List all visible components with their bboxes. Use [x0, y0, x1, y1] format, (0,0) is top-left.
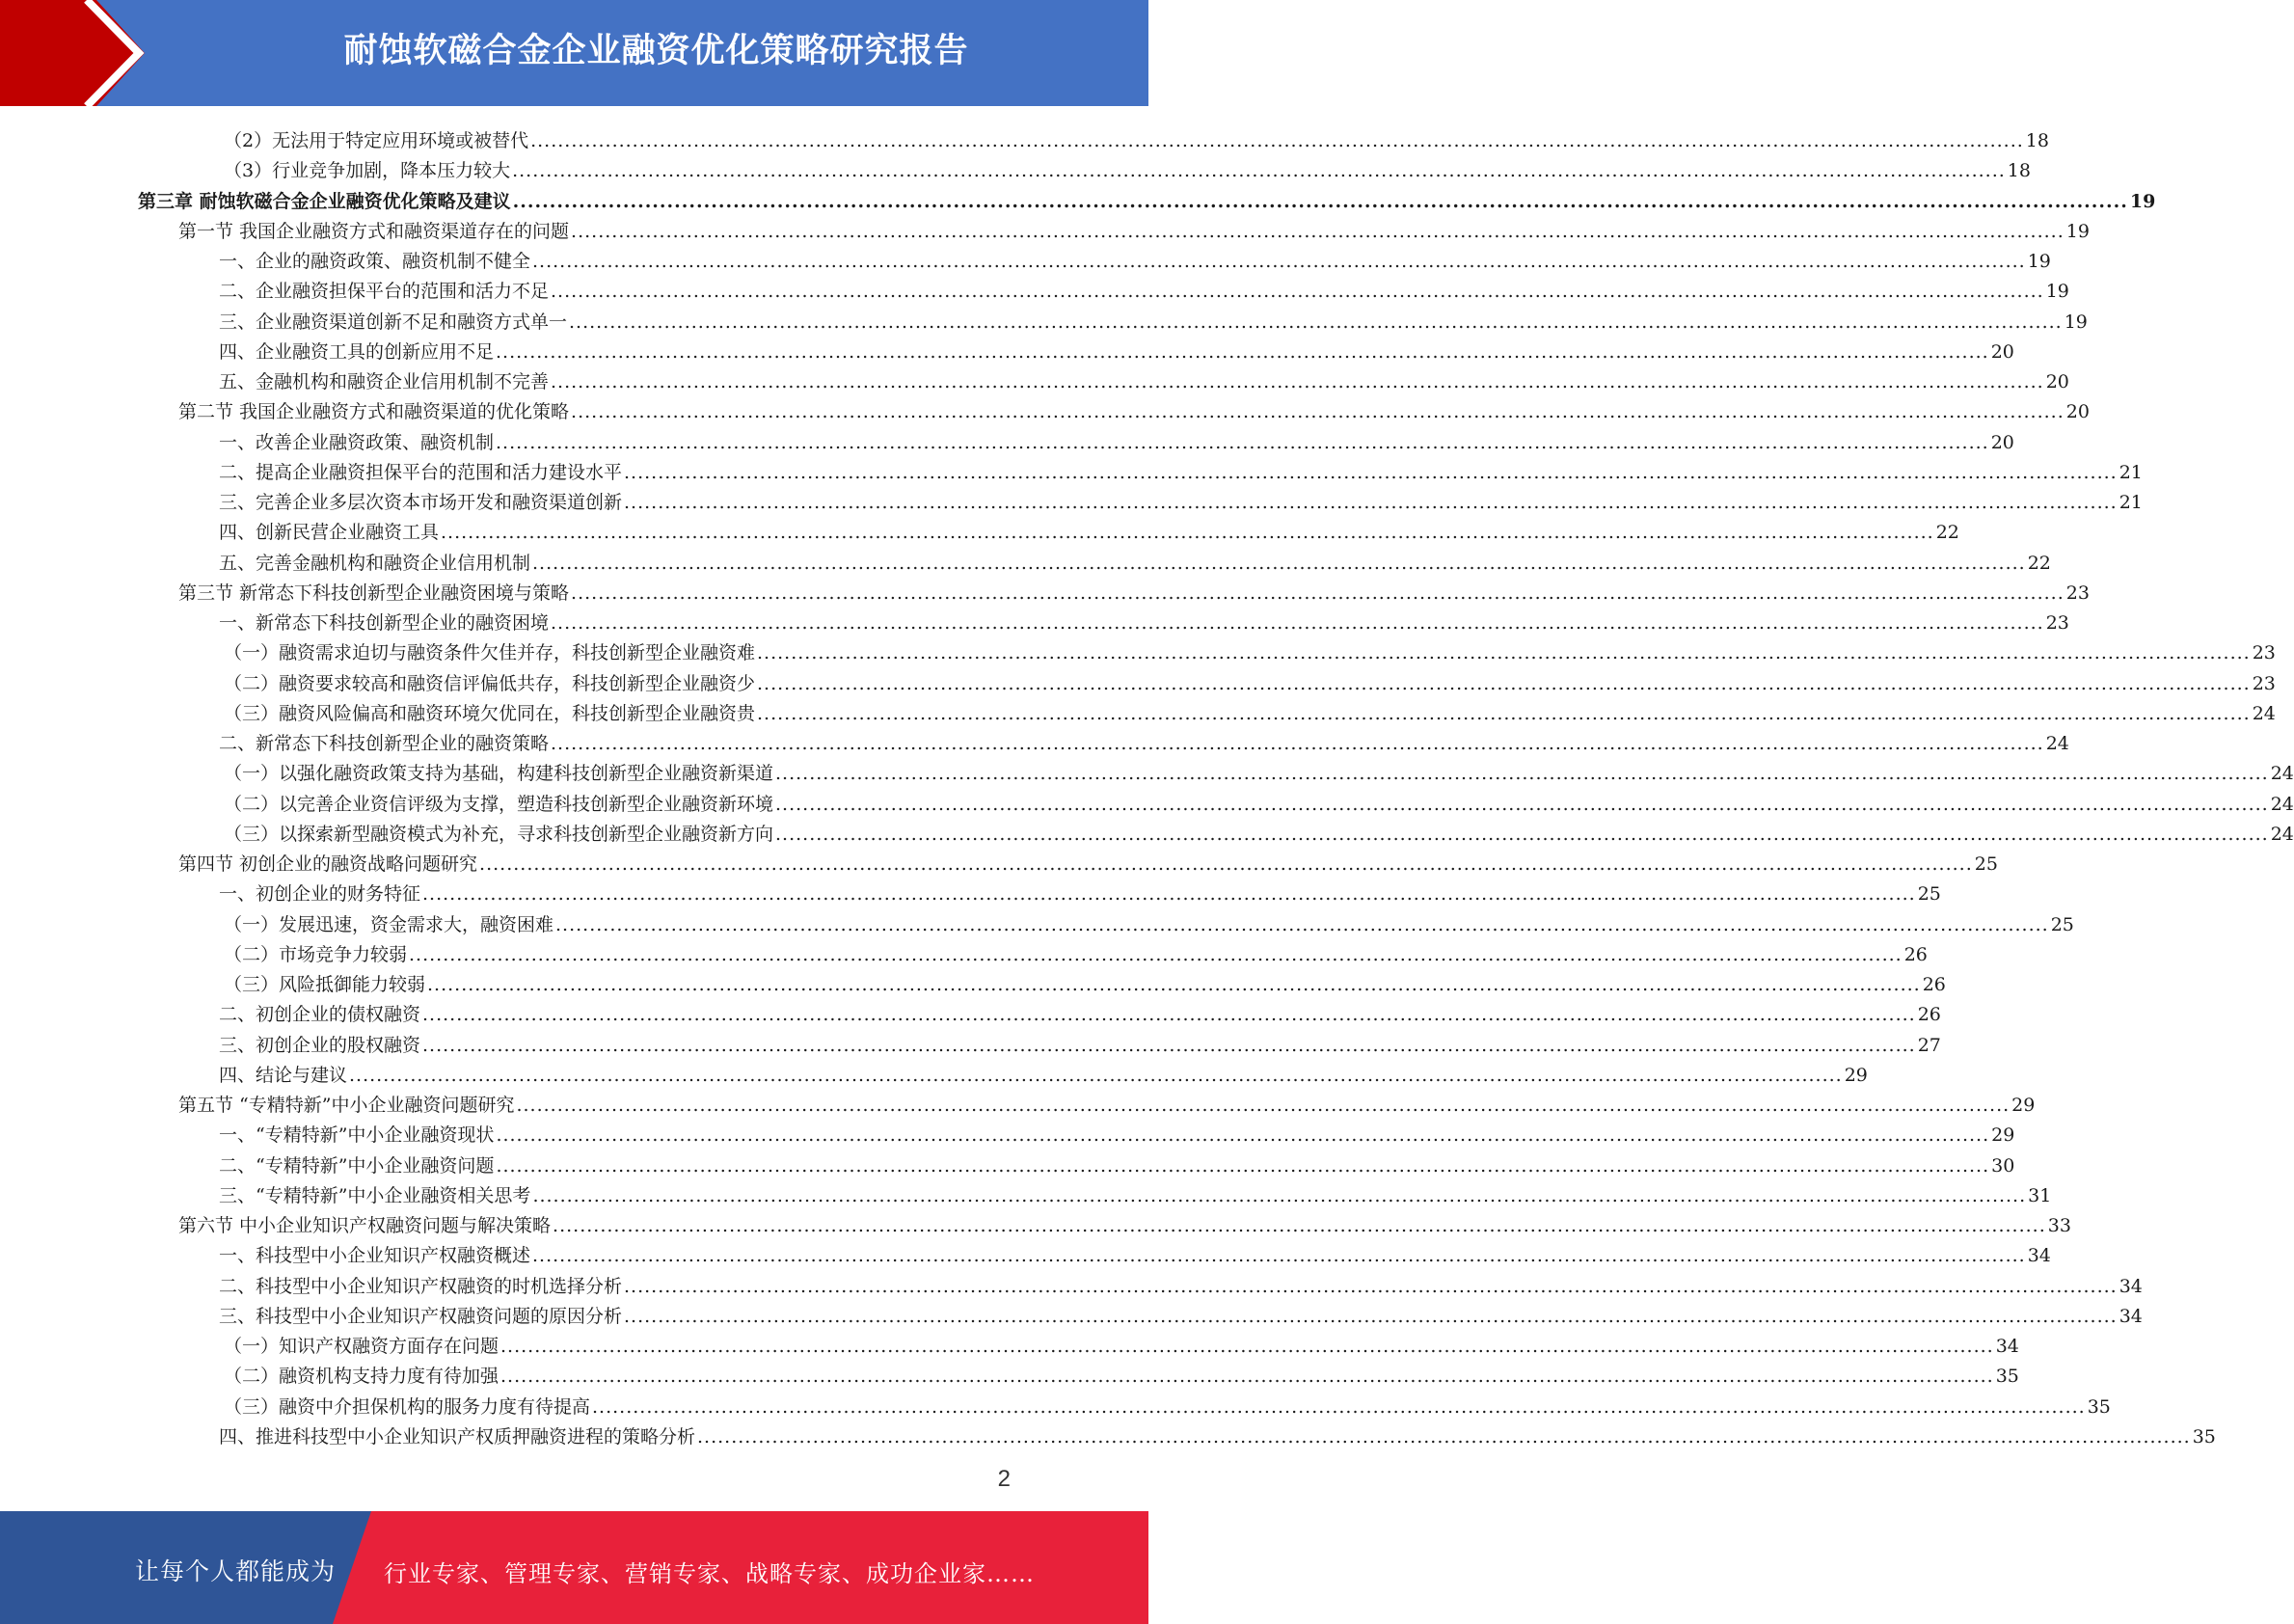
toc-entry[interactable]: [224, 666, 2276, 696]
toc-dot-leader: ............................................................................................................................................................................................................................: [551, 612, 2044, 634]
toc-entry[interactable]: [178, 1088, 2036, 1118]
toc-entry[interactable]: [224, 937, 1928, 967]
toc-entry[interactable]: [224, 1359, 2019, 1389]
toc-dot-leader: ............................................................................................................................................................................................................................: [422, 883, 1916, 906]
toc-dot-leader: ............................................................................................................................................................................................................................: [555, 913, 2049, 935]
toc-entry-label: 第三章 耐蚀软磁合金企业融资优化策略及建议: [138, 190, 511, 212]
toc-dot-leader: ............................................................................................................................................................................................................................: [624, 1275, 2118, 1297]
toc-entry-label: 第四节 初创企业的融资战略问题研究: [178, 853, 478, 875]
footer-slogan-right: 行业专家、管理专家、营销专家、战略专家、成功企业家……: [384, 1560, 1035, 1587]
page-header: [0, 0, 1148, 106]
toc-dot-leader: ............................................................................................................................................................................................................................: [512, 160, 2006, 182]
red-chevron-decoration: [0, 0, 154, 106]
toc-entry-page: 26: [1917, 1004, 1941, 1026]
toc-dot-leader: ............................................................................................................................................................................................................................: [697, 1425, 2191, 1448]
toc-entry-label: 第二节 我国企业融资方式和融资渠道的优化策略: [178, 401, 570, 423]
toc-entry-page: 24: [2270, 823, 2294, 845]
toc-entry[interactable]: [224, 967, 1946, 997]
toc-entry-page: 29: [2011, 1095, 2036, 1116]
toc-entry-page: 25: [1974, 853, 1998, 875]
toc-dot-leader: ............................................................................................................................................................................................................................: [532, 552, 2026, 574]
toc-entry-page: 34: [2119, 1305, 2143, 1327]
toc-entry[interactable]: [219, 877, 1941, 907]
toc-entry-label: 五、金融机构和融资企业信用机制不完善: [219, 371, 550, 392]
toc-entry-page: 30: [1991, 1154, 2015, 1177]
toc-entry[interactable]: [219, 606, 2069, 636]
toc-dot-leader: ............................................................................................................................................................................................................................: [530, 130, 2024, 151]
toc-entry-page: 22: [2027, 552, 2051, 574]
toc-entry-page: 27: [1917, 1034, 1941, 1056]
toc-entry[interactable]: [219, 546, 2051, 576]
toc-dot-leader: ............................................................................................................................................................................................................................: [500, 1336, 1994, 1357]
toc-entry-label: 一、“专精特新”中小企业融资现状: [219, 1124, 495, 1147]
toc-entry[interactable]: [224, 817, 2294, 847]
toc-dot-leader: ............................................................................................................................................................................................................................: [571, 220, 2065, 242]
toc-dot-leader: ............................................................................................................................................................................................................................: [441, 522, 1934, 544]
toc-entry-label: （二）市场竞争力较弱: [224, 943, 408, 965]
toc-dot-leader: ............................................................................................................................................................................................................................: [551, 733, 2044, 754]
toc-entry-page: 31: [2028, 1184, 2052, 1206]
toc-entry-label: （一）以强化融资政策支持为基础，构建科技创新型企业融资新渠道: [224, 763, 774, 785]
toc-entry-page: 26: [1922, 974, 1946, 995]
toc-entry-label: 第三节 新常态下科技创新型企业融资困境与策略: [178, 582, 570, 604]
toc-entry-page: 29: [1844, 1064, 1868, 1086]
toc-dot-leader: ............................................................................................................................................................................................................................: [349, 1064, 1843, 1086]
toc-entry-label: （三）融资风险偏高和融资环境欠优同在，科技创新型企业融资贵: [224, 702, 756, 724]
toc-entry-label: 三、初创企业的股权融资: [219, 1034, 421, 1056]
toc-entry-page: 20: [1990, 340, 2014, 363]
toc-entry-label: 一、企业的融资政策、融资机制不健全: [219, 251, 531, 272]
toc-entry-label: 四、推进科技型中小企业知识产权质押融资进程的策略分析: [219, 1425, 696, 1448]
toc-entry-label: 二、初创企业的债权融资: [219, 1004, 421, 1026]
toc-entry-page: 18: [2025, 130, 2049, 151]
toc-entry-label: （二）融资要求较高和融资信评偏低共存，科技创新型企业融资少: [224, 672, 756, 694]
toc-entry-page: 19: [2064, 311, 2088, 333]
toc-entry[interactable]: [219, 1028, 1941, 1058]
toc-entry[interactable]: [219, 485, 2143, 515]
toc-entry-label: 二、新常态下科技创新型企业的融资策略: [219, 733, 550, 754]
toc-entry[interactable]: [219, 1118, 2015, 1148]
toc-dot-leader: ............................................................................................................................................................................................................................: [551, 281, 2044, 303]
toc-entry[interactable]: [138, 184, 2156, 214]
toc-entry-label: （一）发展迅速，资金需求大，融资困难: [224, 913, 554, 935]
toc-dot-leader: ............................................................................................................................................................................................................................: [496, 1154, 1990, 1177]
toc-entry[interactable]: [178, 394, 2090, 424]
toc-entry-label: 四、创新民营企业融资工具: [219, 522, 440, 544]
toc-entry-page: 24: [2270, 793, 2294, 815]
toc-dot-leader: ............................................................................................................................................................................................................................: [571, 582, 2065, 604]
toc-dot-leader: ............................................................................................................................................................................................................................: [775, 793, 2269, 815]
toc-entry-label: 第五节 “专精特新”中小企业融资问题研究: [178, 1095, 515, 1116]
toc-dot-leader: ............................................................................................................................................................................................................................: [532, 1245, 2026, 1267]
toc-entry-page: 26: [1903, 943, 1928, 965]
toc-entry[interactable]: [224, 907, 2074, 937]
toc-entry-label: 三、科技型中小企业知识产权融资问题的原因分析: [219, 1305, 623, 1327]
toc-entry-label: （一）融资需求迫切与融资条件欠佳并存，科技创新型企业融资难: [224, 642, 756, 664]
toc-entry-label: 四、企业融资工具的创新应用不足: [219, 340, 495, 363]
toc-dot-leader: ............................................................................................................................................................................................................................: [496, 340, 1989, 363]
toc-dot-leader: ............................................................................................................................................................................................................................: [757, 672, 2251, 694]
toc-entry-label: （一）知识产权融资方面存在问题: [224, 1336, 499, 1357]
toc-entry[interactable]: [219, 305, 2088, 335]
toc-entry[interactable]: [219, 455, 2143, 485]
toc-dot-leader: ............................................................................................................................................................................................................................: [500, 1366, 1994, 1388]
toc-dot-leader: ............................................................................................................................................................................................................................: [624, 461, 2118, 483]
toc-dot-leader: ............................................................................................................................................................................................................................: [624, 1305, 2118, 1327]
toc-dot-leader: ............................................................................................................................................................................................................................: [553, 1215, 2046, 1236]
toc-entry-page: 20: [1990, 431, 2014, 453]
toc-entry-label: 三、完善企业多层次资本市场开发和融资渠道创新: [219, 492, 623, 513]
toc-entry-page: 21: [2119, 492, 2143, 513]
toc-entry[interactable]: [224, 756, 2294, 786]
toc-dot-leader: ............................................................................................................................................................................................................................: [569, 311, 2063, 333]
toc-entry[interactable]: [219, 1238, 2051, 1268]
toc-entry-page: 34: [1995, 1336, 2019, 1357]
toc-entry[interactable]: [219, 1420, 2216, 1449]
toc-entry-page: 25: [2050, 913, 2074, 935]
page-number: 2: [997, 1466, 1011, 1492]
toc-entry-page: 35: [2087, 1395, 2111, 1418]
toc-entry[interactable]: [224, 636, 2276, 665]
toc-entry[interactable]: [219, 365, 2069, 394]
toc-entry-label: （三）风险抵御能力较弱: [224, 974, 426, 995]
toc-entry-page: 25: [1917, 883, 1941, 906]
toc-entry-label: 三、企业融资渠道创新不足和融资方式单一: [219, 311, 568, 333]
toc-entry[interactable]: [178, 214, 2090, 244]
toc-dot-leader: ............................................................................................................................................................................................................................: [516, 1095, 2011, 1116]
toc-entry[interactable]: [219, 1149, 2015, 1178]
toc-dot-leader: ............................................................................................................................................................................................................................: [757, 642, 2251, 664]
toc-dot-leader: ............................................................................................................................................................................................................................: [551, 371, 2044, 392]
toc-dot-leader: ............................................................................................................................................................................................................................: [592, 1395, 2086, 1418]
toc-dot-leader: ............................................................................................................................................................................................................................: [422, 1034, 1916, 1056]
toc-entry-label: 第一节 我国企业融资方式和融资渠道存在的问题: [178, 220, 570, 242]
toc-entry-page: 23: [2065, 582, 2090, 604]
toc-entry-label: 一、初创企业的财务特征: [219, 883, 421, 906]
toc-dot-leader: ............................................................................................................................................................................................................................: [409, 943, 1903, 965]
toc-entry-page: 23: [2045, 612, 2069, 634]
toc-entry-label: （2）无法用于特定应用环境或被替代: [224, 130, 529, 151]
toc-entry-label: 二、提高企业融资担保平台的范围和活力建设水平: [219, 461, 623, 483]
toc-entry-page: 22: [1935, 522, 1959, 544]
toc-entry[interactable]: [224, 153, 2031, 183]
toc-entry[interactable]: [219, 244, 2051, 274]
toc-entry-label: （三）以探索新型融资模式为补充，寻求科技创新型企业融资新方向: [224, 823, 774, 845]
toc-entry-page: 21: [2119, 461, 2143, 483]
toc-dot-leader: ............................................................................................................................................................................................................................: [532, 1184, 2027, 1206]
report-title: 耐蚀软磁合金企业融资优化策略研究报告: [343, 32, 969, 70]
toc-entry-page: 23: [2252, 672, 2276, 694]
toc-entry-label: 三、“专精特新”中小企业融资相关思考: [219, 1184, 531, 1206]
toc-entry-label: （3）行业竞争加剧，降本压力较大: [224, 160, 511, 182]
toc-entry[interactable]: [219, 1058, 1868, 1088]
toc-entry-page: 18: [2007, 160, 2031, 182]
toc-entry-label: 四、结论与建议: [219, 1064, 348, 1086]
toc-entry-label: 二、企业融资担保平台的范围和活力不足: [219, 281, 550, 303]
toc-entry[interactable]: [219, 274, 2069, 304]
toc-entry-page: 23: [2252, 642, 2276, 664]
toc-entry-page: 34: [2027, 1245, 2051, 1267]
toc-entry-label: 二、“专精特新”中小企业融资问题: [219, 1154, 495, 1177]
toc-entry[interactable]: [178, 1208, 2071, 1238]
toc-entry-page: 35: [2192, 1425, 2216, 1448]
toc-entry-page: 19: [2065, 220, 2090, 242]
toc-entry-label: 一、改善企业融资政策、融资机制: [219, 431, 495, 453]
toc-entry-page: 24: [2270, 763, 2294, 785]
toc-entry-label: 五、完善金融机构和融资企业信用机制: [219, 552, 531, 574]
toc-entry-page: 33: [2047, 1215, 2071, 1236]
toc-entry[interactable]: [224, 696, 2276, 726]
toc-entry-label: 一、科技型中小企业知识产权融资概述: [219, 1245, 531, 1267]
toc-dot-leader: ............................................................................................................................................................................................................................: [624, 492, 2118, 513]
toc-dot-leader: ............................................................................................................................................................................................................................: [496, 1124, 1990, 1147]
toc-entry-page: 24: [2252, 702, 2276, 724]
toc-entry-page: 20: [2045, 371, 2069, 392]
toc-entry-page: 34: [2119, 1275, 2143, 1297]
toc-dot-leader: ............................................................................................................................................................................................................................: [532, 251, 2026, 272]
toc-entry[interactable]: [219, 1178, 2052, 1208]
toc-entry[interactable]: [224, 1329, 2019, 1359]
toc-entry-label: 第六节 中小企业知识产权融资问题与解决策略: [178, 1215, 552, 1236]
toc-entry[interactable]: [178, 576, 2090, 606]
toc-dot-leader: ............................................................................................................................................................................................................................: [775, 823, 2269, 845]
toc-entry[interactable]: [224, 1390, 2111, 1420]
toc-entry[interactable]: [219, 335, 2014, 365]
toc-entry[interactable]: [219, 425, 2014, 455]
toc-entry[interactable]: [219, 726, 2069, 756]
toc-entry[interactable]: [224, 787, 2294, 817]
toc-entry[interactable]: [219, 1299, 2143, 1329]
toc-entry[interactable]: [219, 1269, 2143, 1299]
toc-entry[interactable]: [178, 847, 1998, 877]
toc-dot-leader: ............................................................................................................................................................................................................................: [496, 431, 1989, 453]
toc-entry-label: 二、科技型中小企业知识产权融资的时机选择分析: [219, 1275, 623, 1297]
toc-entry-page: 20: [2065, 401, 2090, 423]
toc-entry-page: 19: [2045, 281, 2069, 303]
toc-entry-page: 29: [1991, 1124, 2015, 1147]
toc-entry-label: （二）以完善企业资信评级为支撑，塑造科技创新型企业融资新环境: [224, 793, 774, 815]
toc-entry-label: （二）融资机构支持力度有待加强: [224, 1366, 499, 1388]
toc-entry-page: 24: [2045, 733, 2069, 754]
toc-entry[interactable]: [219, 997, 1941, 1027]
toc-dot-leader: ............................................................................................................................................................................................................................: [775, 763, 2269, 785]
toc-dot-leader: ............................................................................................................................................................................................................................: [757, 702, 2251, 724]
toc-dot-leader: ............................................................................................................................................................................................................................: [427, 974, 1921, 995]
toc-entry-page: 19: [2129, 190, 2156, 212]
toc-dot-leader: ............................................................................................................................................................................................................................: [479, 853, 1973, 875]
toc-entry-label: （三）融资中介担保机构的服务力度有待提高: [224, 1395, 591, 1418]
toc-entry-page: 35: [1995, 1366, 2019, 1388]
toc-entry[interactable]: [224, 123, 2049, 153]
toc-dot-leader: ............................................................................................................................................................................................................................: [571, 401, 2065, 423]
footer-slogan-left: 让每个人都能成为: [135, 1557, 337, 1585]
toc-entry-page: 19: [2027, 251, 2051, 272]
toc-dot-leader: ............................................................................................................................................................................................................................: [422, 1004, 1916, 1026]
toc-dot-leader: ............................................................................................................................................................................................................................: [512, 190, 2128, 212]
toc-entry-label: 一、新常态下科技创新型企业的融资困境: [219, 612, 550, 634]
toc-entry[interactable]: [219, 515, 1959, 545]
